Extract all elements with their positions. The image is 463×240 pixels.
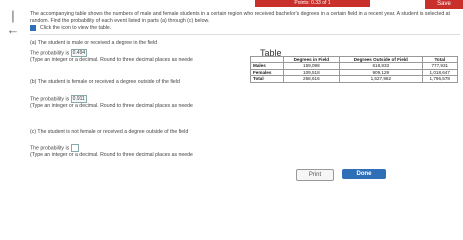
data-table (250, 56, 458, 83)
table-row (251, 76, 458, 82)
save-button[interactable]: Save (425, 0, 463, 9)
table-icon[interactable] (30, 25, 36, 31)
table-cell: 777,931 (422, 63, 457, 69)
points-indicator: Points: 0.33 of 1 (255, 0, 370, 7)
done-button[interactable]: Done (342, 169, 386, 179)
table-cell: 1,796,578 (422, 76, 457, 82)
part-b-answer-line (30, 95, 255, 103)
row-label: Males (251, 63, 284, 69)
table-dialog-title: Table (260, 48, 282, 58)
table-cell: 268,616 (283, 76, 339, 82)
answer-input-b[interactable]: 0.911 (72, 96, 85, 102)
divider (30, 34, 460, 35)
column-header: Degrees Outside of Field (340, 57, 422, 63)
table-cell: 909,129 (340, 69, 422, 75)
view-table-text: Click the icon to view the table. (40, 24, 112, 31)
table-cell: 618,833 (340, 63, 422, 69)
prob-label: The probability is (30, 50, 70, 57)
part-a-answer-line (30, 49, 255, 57)
answer-input-c[interactable] (71, 144, 79, 152)
top-bar (0, 0, 463, 7)
back-icon[interactable]: |← (6, 8, 20, 37)
table-cell: 1,527,962 (340, 76, 422, 82)
part-b-hint: (Type an integer or a decimal. Round to three decimal places as neede (30, 103, 193, 109)
part-a-question: (a) The student is male or received a degree in the field (30, 40, 158, 46)
table-cell: 109,518 (283, 69, 339, 75)
view-table-line[interactable] (30, 24, 111, 31)
print-button[interactable]: Print (296, 169, 334, 181)
prob-label: The probability is (30, 145, 70, 152)
prob-label: The probability is (30, 96, 70, 103)
part-b-question: (b) The student is female or received a degree outside of the field (30, 79, 180, 85)
table-cell: 1,018,647 (422, 69, 457, 75)
row-label: Total (251, 76, 284, 82)
column-header: Degrees in Field (283, 57, 339, 63)
part-c-hint: (Type an integer or a decimal. Round to three decimal places as neede (30, 152, 193, 158)
part-c-question: (c) The student is not female or received a degree outside of the field (30, 129, 189, 135)
part-c-answer-line (30, 144, 255, 152)
row-label: Females (251, 69, 284, 75)
column-header: Total (422, 57, 457, 63)
problem-intro: The accompanying table shows the numbers of male and female students in a certain region who received bachelor's degrees in a certain field in a recent year. A student is selected at random. Find the probability of each event listed in parts (a) through (c) below. (30, 11, 450, 24)
part-a-hint: (Type an integer or a decimal. Round to three decimal places as neede (30, 57, 193, 63)
answer-input-a[interactable]: 0.494 (72, 50, 86, 56)
table-cell: 159,098 (283, 63, 339, 69)
